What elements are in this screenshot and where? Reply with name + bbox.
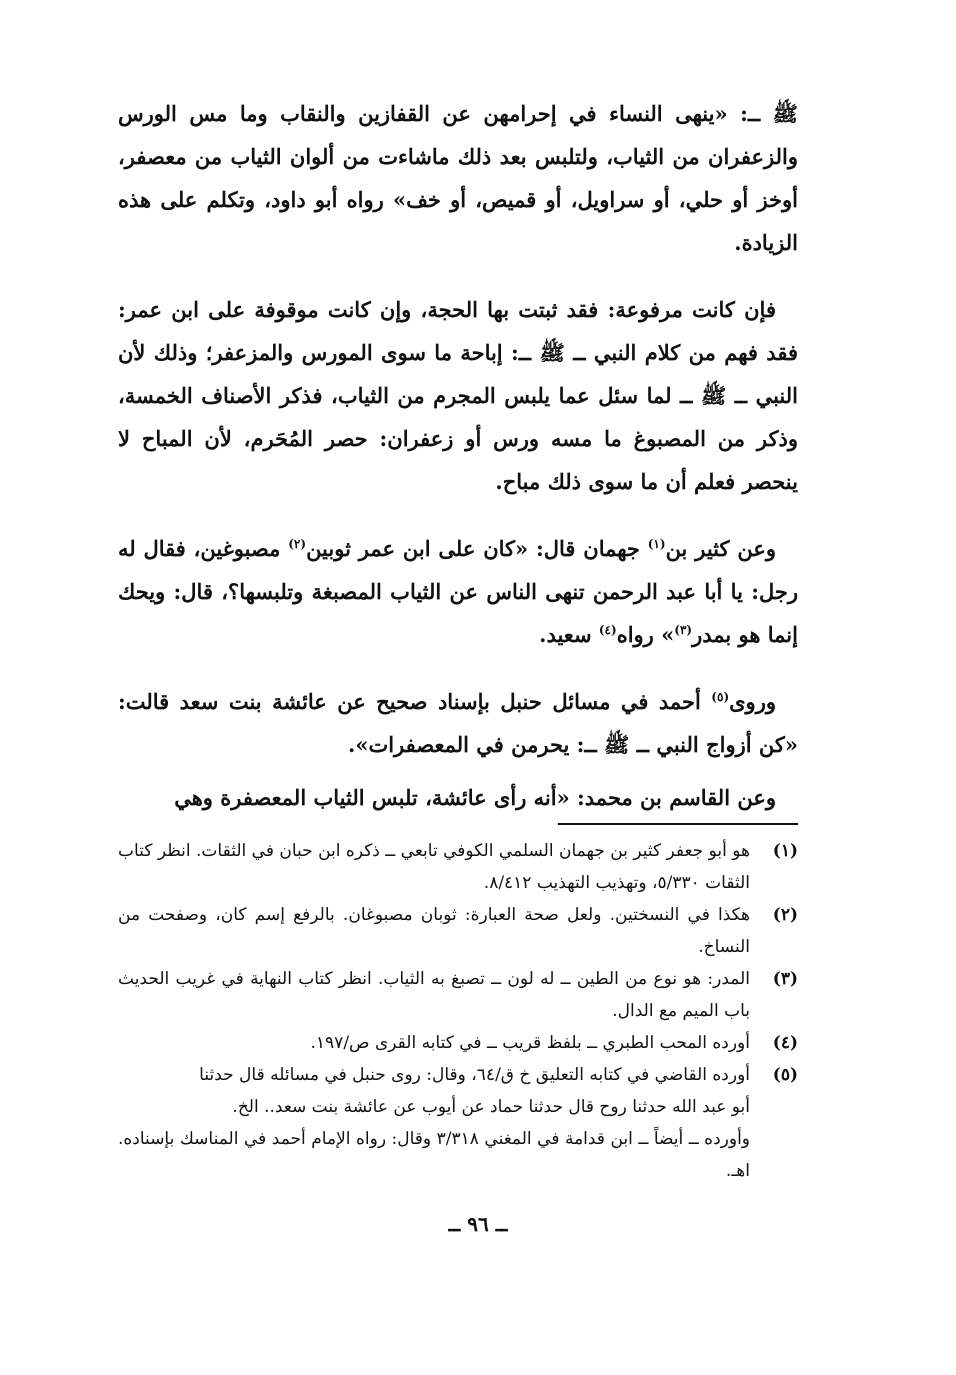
footnote-2	[118, 899, 798, 963]
paragraph-3-text: سعيد.	[539, 622, 599, 647]
footnote-separator-row	[118, 823, 798, 825]
footnote-number: (٤)	[772, 1033, 798, 1053]
paragraph-3-text: مصبوغين، فقال له رجل: يا أبا عبد الرحمن تنهى الناس عن الثياب المصبغة وتلبسها؟، قال: ويحك إنما هو بمدر	[118, 536, 798, 647]
paragraph-3-text: » رواه	[616, 622, 675, 647]
footnote-text: هو أبو جعفر كثير بن جهمان السلمي الكوفي تابعي ــ ذكره ابن حبان في الثقات. انظر كتاب الثقات ٥/٣٣٠، وتهذيب التهذيب ٨/٤١٢.	[118, 841, 750, 893]
footnote-1	[118, 835, 798, 899]
page-content	[118, 92, 798, 1187]
footnote-5-continuation-1: أبو عبد الله حدثنا روح قال حدثنا حماد عن أيوب عن عائشة بنت سعد.. الخ.	[232, 1097, 750, 1117]
footnote-5-continuation-2: وأورده ــ أيضاً ــ ابن قدامة في المغني ٣/٣١٨ وقال: رواه الإمام أحمد في المناسك بإسناده. اهـ.	[118, 1129, 751, 1181]
footnote-number: (٢)	[772, 905, 798, 925]
footnote-number: (٥)	[772, 1065, 798, 1085]
paragraph-4	[118, 680, 798, 766]
paragraph-3-text: جهمان قال: «كان على ابن عمر ثوبين	[306, 536, 648, 561]
footnote-ref-5[interactable]: (٥)	[711, 690, 730, 704]
page-number: ــ ٩٦ ــ	[448, 1212, 508, 1236]
footnote-text: أورده المحب الطبري ــ بلفظ قريب ــ في كتابه القرى ص/١٩٧.	[310, 1033, 750, 1053]
footnote-number: (١)	[772, 841, 798, 861]
footnote-separator-line	[558, 823, 798, 825]
paragraph-1: ﷺ ــ: «ينهى النساء في إحرامهن عن القفازين والنقاب وما مس الورس والزعفران من الثياب، ولتلبس بعد ذلك ماشاءت من ألوان الثياب من معصفر، أوخز أو حلي، أو سراويل، أو قميص، أو خف» رواه أبو داود، وتكلم على هذه الزيادة.	[118, 101, 798, 255]
footnote-ref-2[interactable]: (٢)	[288, 537, 307, 551]
paragraph-4-text: وروى	[729, 689, 776, 714]
footnote-ref-4[interactable]: (٤)	[598, 623, 617, 637]
footnote-3	[118, 963, 798, 1027]
paragraph-3-text: وعن كثير بن	[665, 536, 776, 561]
footnote-ref-3[interactable]: (٣)	[674, 623, 693, 637]
paragraph-2: فإن كانت مرفوعة: فقد ثبتت بها الحجة، وإن كانت موقوفة على ابن عمر: فقد فهم من كلام النبي ــ ﷺ ــ: إباحة ما سوى المورس والمزعفر؛ وذلك لأن النبي ــ ﷺ ــ لما سئل عما يلبس المجرم من الثياب، فذكر الأصناف الخمسة، وذكر من المصبوغ ما مسه ورس أو زعفران: حصر المُحَرم، لأن المباح لا ينحصر فعلم أن ما سوى ذلك مباح.	[118, 297, 798, 494]
footnote-number: (٣)	[772, 969, 798, 989]
footnote-4	[118, 1027, 798, 1059]
footnote-text: أورده القاضي في كتابه التعليق خ ق/٦٤، وقال: روى حنبل في مسائله قال حدثنا	[199, 1065, 750, 1085]
paragraph-4-text: أحمد في مسائل حنبل بإسناد صحيح عن عائشة بنت سعد قالت: «كن أزواج النبي ــ ﷺ ــ: يحرمن في المعصفرات».	[118, 689, 798, 757]
footnote-ref-1[interactable]: (١)	[647, 537, 666, 551]
footnotes	[118, 835, 798, 1187]
footnote-text: هكذا في النسختين. ولعل صحة العبارة: ثوبان مصبوغان. بالرفع إسم كان، وصفحت من النساخ.	[118, 905, 750, 957]
footnote-text: المدر: هو نوع من الطين ــ له لون ــ تصبغ به الثياب. انظر كتاب النهاية في غريب الحديث باب الميم مع الدال.	[118, 969, 750, 1021]
paragraph-5: وعن القاسم بن محمد: «أنه رأى عائشة، تلبس الثياب المعصفرة وهي	[174, 785, 776, 810]
footnote-5	[118, 1059, 798, 1091]
paragraph-3	[118, 527, 798, 656]
